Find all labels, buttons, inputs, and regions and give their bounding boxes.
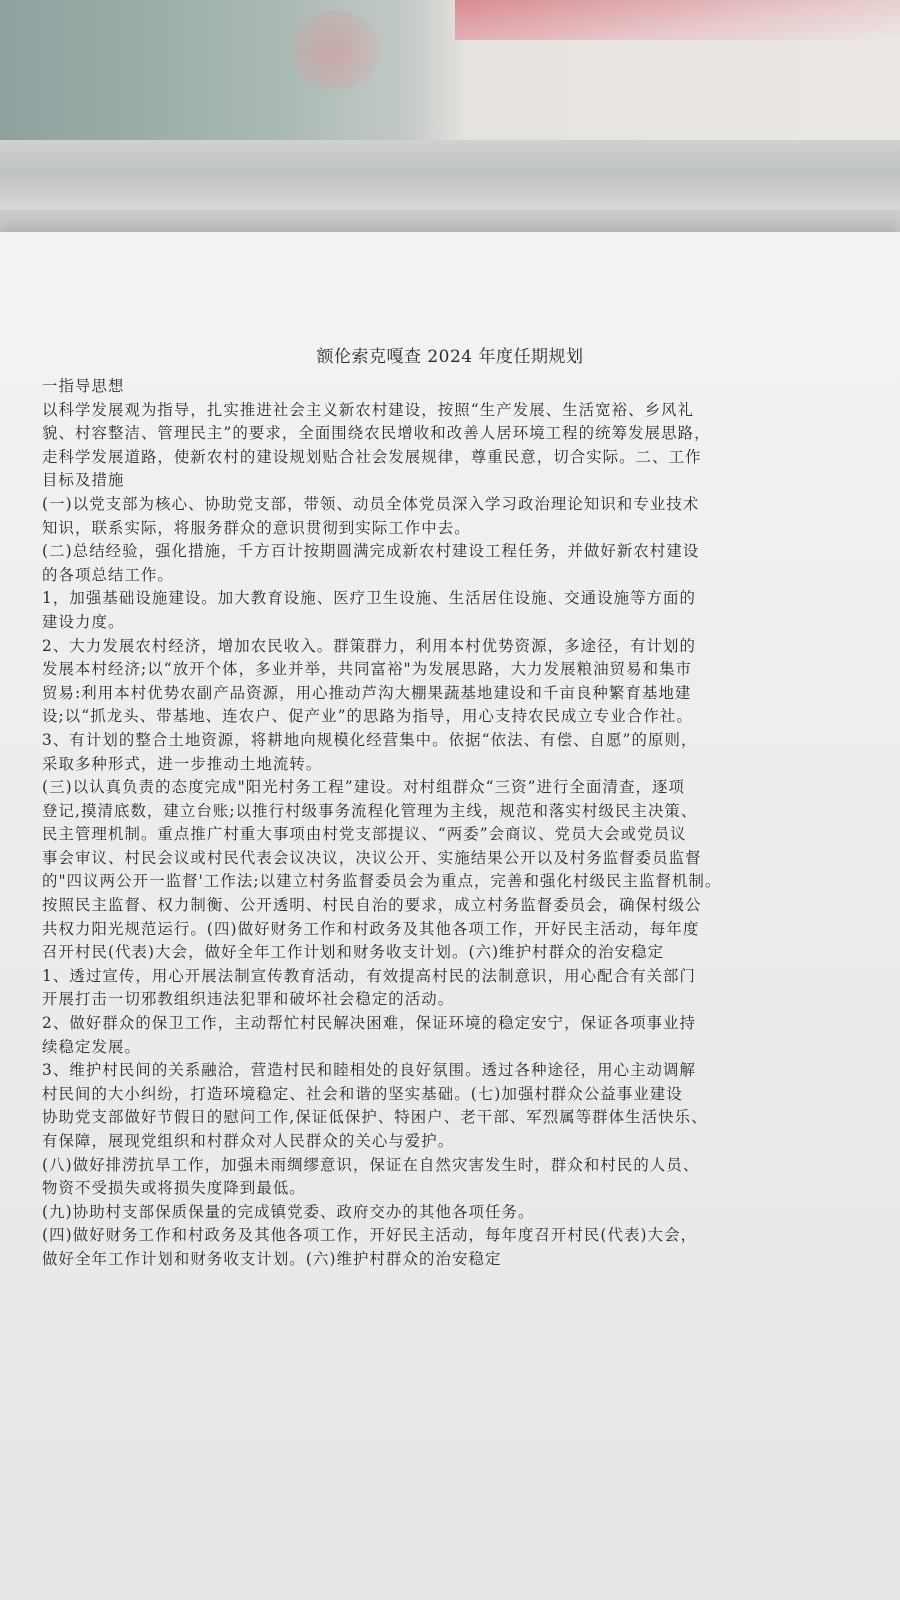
background-ledge — [0, 140, 900, 210]
body-line: 贸易:利用本村优势农副产品资源，用心推动芦沟大棚果蔬基地建设和千亩良种繁育基地建 — [42, 683, 692, 702]
body-line: (九)协助村支部保质保量的完成镇党委、政府交办的其他各项任务。 — [42, 1202, 535, 1221]
body-line: 2、大力发展农村经济，增加农民收入。群策群力，利用本村优势资源，多途径，有计划的 — [42, 636, 697, 655]
body-line: 的"四议两公开一监督'工作法;以建立村务监督委员会为重点，完善和强化村级民主监督机制。 — [42, 872, 722, 891]
document-page — [0, 232, 900, 1600]
body-line: 召开村民(代表)大会，做好全年工作计划和财务收支计划。(六)维护村群众的治安稳定 — [42, 943, 665, 962]
body-line: 一指导思想 — [42, 377, 125, 395]
body-line: 的各项总结工作。 — [42, 565, 174, 584]
body-line: (三)以认真负责的态度完成"阳光村务工程”建设。对村组群众“三资”进行全面清查，逐项 — [42, 778, 685, 797]
body-line: 走科学发展道路，使新农村的建设规划贴合社会发展规律，尊重民意，切合实际。二、工作 — [42, 447, 702, 466]
body-line: 按照民主监督、权力制衡、公开透明、村民自治的要求，成立村务监督委员会，确保村级公 — [42, 896, 702, 915]
body-line: 村民间的大小纠纷，打造环境稳定、社会和谐的坚实基础。(七)加强村群众公益事业建设 — [42, 1084, 683, 1103]
body-line: 1，加强基础设施建设。加大教育设施、医疗卫生设施、生活居住设施、交通设施等方面的 — [42, 589, 697, 608]
body-line: 民主管理机制。重点推广村重大事项由村党支部提议、“两委”会商议、党员大会或党员议 — [42, 825, 687, 844]
background-photo-area — [0, 0, 900, 150]
body-line: 貌、村容整洁、管理民主”的要求，全面围绕农民增收和改善人居环境工程的统筹发展思路， — [42, 424, 711, 443]
body-line: 事会审议、村民会议或村民代表会议决议，决议公开、实施结果公开以及村务监督委员监督 — [42, 848, 702, 867]
body-line: (二)总结经验，强化措施，千方百计按期圆满完成新农村建设工程任务，并做好新农村建设 — [42, 542, 700, 561]
body-line: 2、做好群众的保卫工作，主动帮忙村民解决困难，保证环境的稳定安宁，保证各项事业持 — [42, 1014, 697, 1033]
body-line: 共权力阳光规范运行。(四)做好财务工作和村政务及其他各项工作，开好民主活动，每年度 — [42, 919, 700, 938]
body-line: 目标及措施 — [42, 471, 125, 490]
body-line: (四)做好财务工作和村政务及其他各项工作，开好民主活动，每年度召开村民(代表)大会， — [42, 1226, 698, 1245]
body-line: (八)做好排涝抗旱工作，加强未雨绸缪意识，保证在自然灾害发生时，群众和村民的人员、 — [42, 1155, 700, 1174]
body-line: 协助党支部做好节假日的慰问工作,保证低保护、特困户、老干部、军烈属等群体生活快乐、 — [42, 1108, 708, 1127]
document-title: 额伦索克嘎查 2024 年度任期规划 — [316, 347, 584, 367]
body-line: (一)以党支部为核心、协助党支部，带领、动员全体党员深入学习政治理论知识和专业技术 — [42, 494, 700, 513]
body-line: 设;以“抓龙头、带基地、连农户、促产业”的思路为指导，用心支持农民成立专业合作社。 — [42, 707, 693, 726]
body-line: 3、维护村民间的关系融洽，营造村民和睦相处的良好氛围。透过各种途径，用心主动调解 — [42, 1061, 697, 1080]
body-line: 开展打击一切邪教组织违法犯罪和破坏社会稳定的活动。 — [42, 990, 455, 1009]
document-body — [42, 375, 842, 1272]
body-line: 发展本村经济;以“放开个体，多业并举，共同富裕"为发展思路，大力发展粮油贸易和集市 — [42, 660, 693, 679]
background-blur-spot — [290, 10, 380, 90]
body-line: 做好全年工作计划和财务收支计划。(六)维护村群众的治安稳定 — [42, 1249, 502, 1268]
body-line: 采取多种形式，进一步推动土地流转。 — [42, 754, 323, 773]
body-line: 知识，联系实际，将服务群众的意识贯彻到实际工作中去。 — [42, 518, 471, 537]
body-line: 登记,摸清底数，建立台账;以推行村级事务流程化管理为主线，规范和落实村级民主决策、 — [42, 801, 698, 820]
body-line: 物资不受损失或将损失度降到最低。 — [42, 1179, 306, 1198]
body-line: 建设力度。 — [42, 612, 125, 631]
body-line: 有保障，展现党组织和村群众对人民群众的关心与爱护。 — [42, 1132, 455, 1150]
body-line: 以科学发展观为指导，扎实推进社会主义新农村建设，按照“生产发展、生活宽裕、乡风礼 — [42, 400, 695, 419]
body-line: 1、透过宣传，用心开展法制宣传教育活动，有效提高村民的法制意识，用心配合有关部门 — [42, 966, 697, 985]
background-red-object — [455, 0, 900, 40]
body-line: 3、有计划的整合土地资源，将耕地向规模化经营集中。依据“依法、有偿、自愿”的原则， — [42, 730, 698, 749]
body-line: 续稳定发展。 — [42, 1037, 141, 1056]
